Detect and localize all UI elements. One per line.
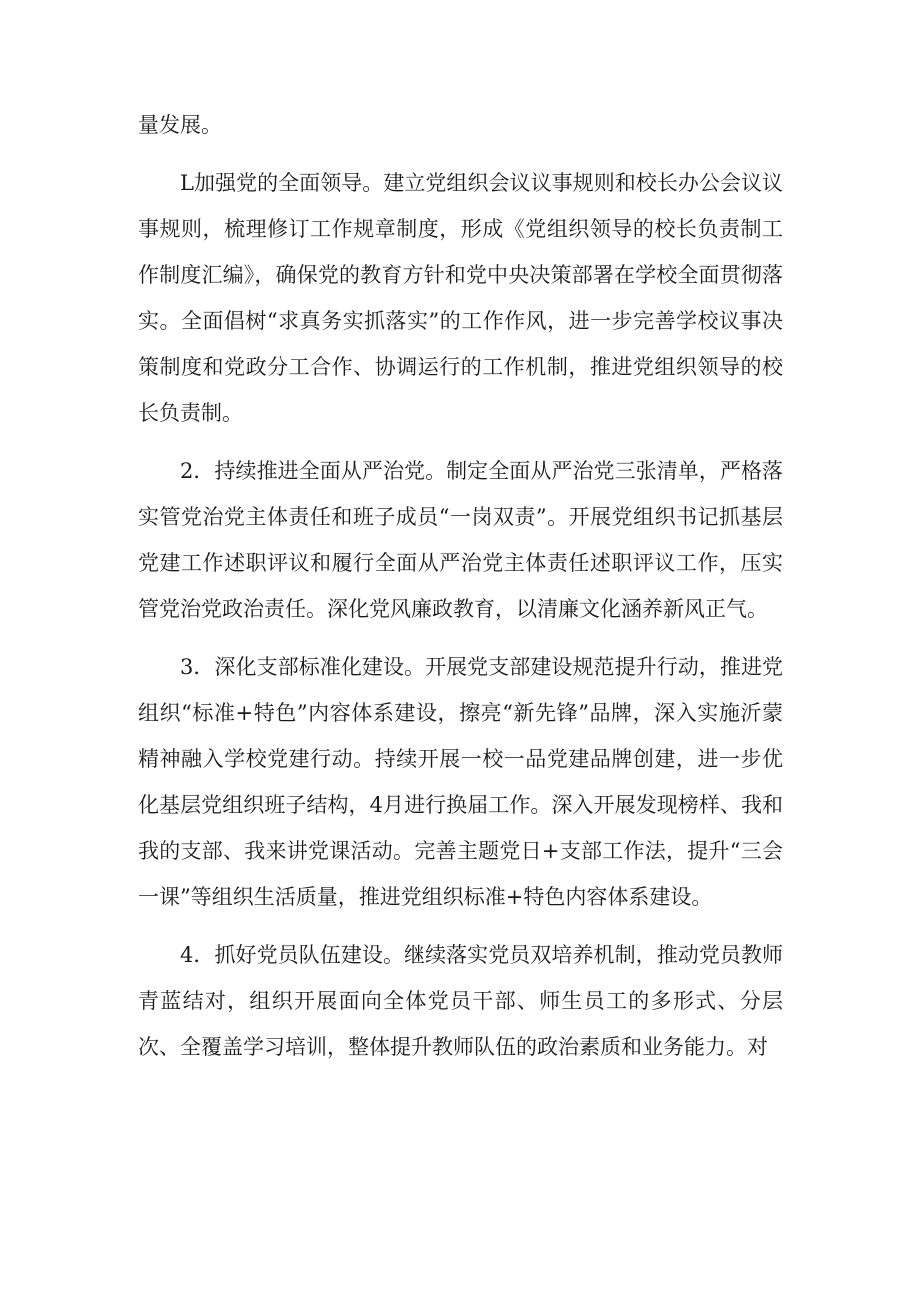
paragraph-member-team-building: 4．抓好党员队伍建设。继续落实党员双培养机制，推动党员教师青蓝结对，组织开展面向全体党员干部、师生员工的多形式、分层次、全覆盖学习培训，整体提升教师队伍的政治素质和业务能力。对 xyxy=(138,943,783,1059)
paragraph-strict-governance: 2．持续推进全面从严治党。制定全面从严治党三张清单，严格落实管党治党主体责任和班子成员“一岗双责”。开展党组织书记抓基层党建工作述职评议和履行全面从严治党主体责任述职评议工作，压实管党治党政治责任。深化党风廉政教育，以清廉文化涵养新风正气。 xyxy=(138,459,783,621)
document-body xyxy=(138,102,783,1070)
paragraph-party-leadership: L加强党的全面领导。建立党组织会议议事规则和校长办公会议议事规则，梳理修订工作规章制度，形成《党组织领导的校长负责制工作制度汇编》，确保党的教育方针和党中央决策部署在学校全面贯彻落实。全面倡树“求真务实抓落实”的工作作风，进一步完善学校议事决策制度和党政分工合作、协调运行的工作机制，推进党组织领导的校长负责制。 xyxy=(138,171,783,425)
paragraph-continuation: 量发展。 xyxy=(138,113,222,137)
paragraph-branch-standardization: 3．深化支部标准化建设。开展党支部建设规范提升行动，推进党组织“标准+特色”内容体系建设，擦亮“新先锋”品牌，深入实施沂蒙精神融入学校党建行动。持续开展一校一品党建品牌创建，进一步优化基层党组织班子结构，4月进行换届工作。深入开展发现榜样、我和我的支部、我来讲党课活动。完善主题党日+支部工作法，提升“三会一课”等组织生活质量，推进党组织标准+特色内容体系建设。 xyxy=(138,655,783,909)
